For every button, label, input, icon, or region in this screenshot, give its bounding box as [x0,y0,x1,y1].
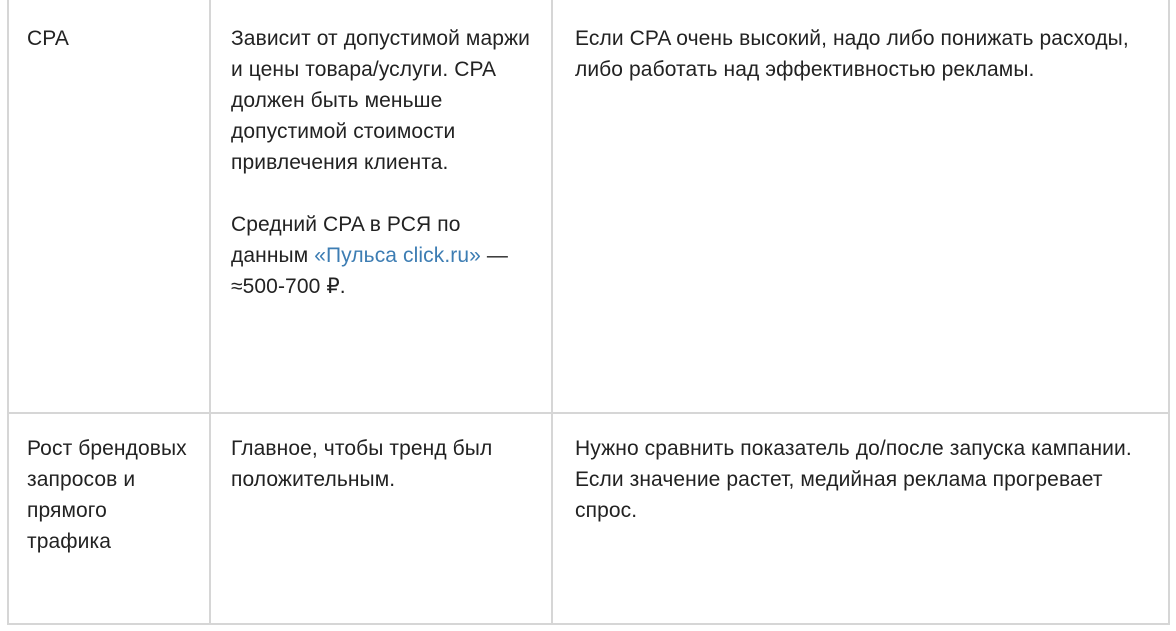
norm-cell [210,0,552,413]
metric-cell [8,413,210,624]
table-row-cpa [8,0,1169,413]
metric-name: Рост брендовых запросов и прямого трафика [27,437,187,553]
norm-average-text [231,209,533,302]
table-row-brand-queries [8,413,1169,624]
norm-cell [210,413,552,624]
action-text: Если CPA очень высокий, надо либо понижать расходы, либо работать над эффективностью рекламы. [575,27,1129,81]
action-text: Нужно сравнить показатель до/после запуска кампании. Если значение растет, медийная реклама прогревает спрос. [575,437,1132,522]
norm-text: Зависит от допустимой маржи и цены товара/услуги. CPA должен быть меньше допустимой стоимости привлечения клиента. [231,27,530,174]
norm-average-suffix: — ≈500-700 ₽. [231,244,508,298]
action-cell [552,413,1169,624]
pulse-click-ru-link[interactable]: «Пульса click.ru» [314,244,481,267]
metrics-table [7,0,1170,625]
metric-cell [8,0,210,413]
norm-text: Главное, чтобы тренд был положительным. [231,437,493,491]
norm-average-prefix: Средний CPA в РСЯ по данным [231,213,461,267]
action-cell [552,0,1169,413]
metric-name: CPA [27,27,69,50]
